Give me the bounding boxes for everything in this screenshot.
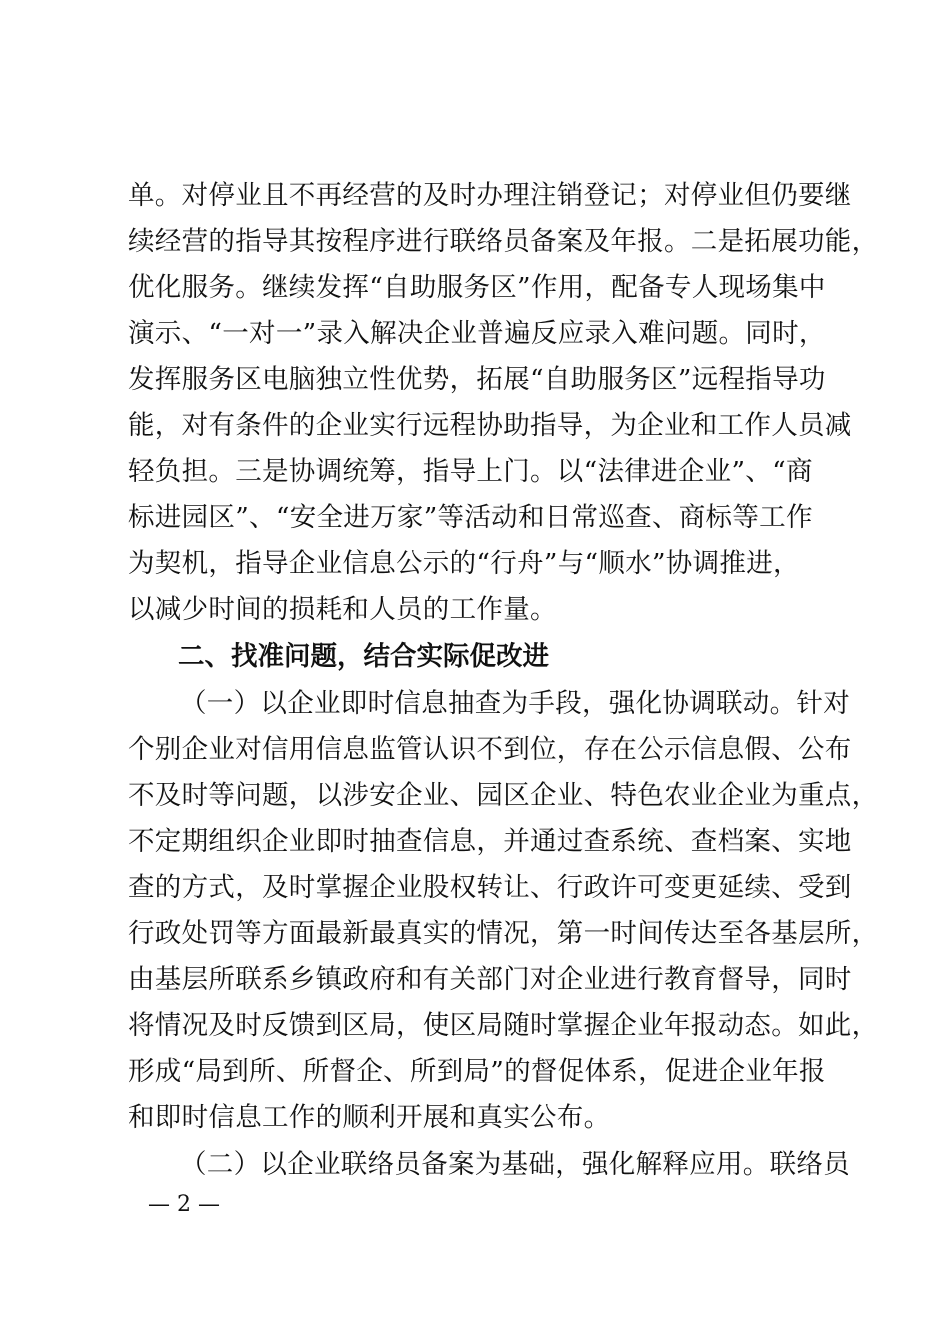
paragraph-line: 为契机，指导企业信息公示的“行舟”与“顺水”协调推进， bbox=[128, 548, 800, 579]
paragraph-line: 由基层所联系乡镇政府和有关部门对企业进行教育督导，同时 bbox=[128, 964, 852, 995]
paragraph-line: 查的方式，及时掌握企业股权转让、行政许可变更延续、受到 bbox=[128, 872, 852, 903]
paragraph-line: （一）以企业即时信息抽查为手段，强化协调联动。针对 bbox=[180, 688, 850, 719]
paragraph-line: 优化服务。继续发挥“自助服务区”作用，配备专人现场集中 bbox=[128, 272, 826, 303]
paragraph-line: 个别企业对信用信息监管认识不到位，存在公示信息假、公布 bbox=[128, 734, 852, 765]
paragraph-line: 和即时信息工作的顺利开展和真实公布。 bbox=[128, 1102, 611, 1133]
paragraph-line: 发挥服务区电脑独立性优势，拓展“自助服务区”远程指导功 bbox=[128, 364, 826, 395]
page-number: — 2 — bbox=[148, 1192, 220, 1217]
paragraph-line: 不定期组织企业即时抽查信息，并通过查系统、查档案、实地 bbox=[128, 826, 852, 857]
paragraph-line: 单。对停业且不再经营的及时办理注销登记；对停业但仍要继 bbox=[128, 180, 852, 211]
paragraph-line: 标进园区”、“安全进万家”等活动和日常巡查、商标等工作 bbox=[128, 502, 813, 533]
paragraph-line: （二）以企业联络员备案为基础，强化解释应用。联络员 bbox=[180, 1149, 850, 1180]
paragraph-line: 形成“局到所、所督企、所到局”的督促体系，促进企业年报 bbox=[128, 1056, 826, 1087]
paragraph-line: 能，对有条件的企业实行远程协助指导，为企业和工作人员减 bbox=[128, 410, 852, 441]
section-heading: 二、找准问题，结合实际促改进 bbox=[178, 641, 549, 672]
paragraph-line: 以减少时间的损耗和人员的工作量。 bbox=[128, 594, 557, 625]
paragraph-line: 轻负担。三是协调统筹，指导上门。以“法律进企业”、“商 bbox=[128, 456, 813, 487]
paragraph-line: 将情况及时反馈到区局，使区局随时掌握企业年报动态。如此， bbox=[128, 1010, 879, 1041]
paragraph-line: 不及时等问题，以涉安企业、园区企业、特色农业企业为重点， bbox=[128, 780, 879, 811]
paragraph-line: 续经营的指导其按程序进行联络员备案及年报。二是拓展功能， bbox=[128, 226, 879, 257]
paragraph-line: 演示、“一对一”录入解决企业普遍反应录入难问题。同时， bbox=[128, 318, 826, 349]
paragraph-line: 行政处罚等方面最新最真实的情况，第一时间传达至各基层所， bbox=[128, 918, 879, 949]
